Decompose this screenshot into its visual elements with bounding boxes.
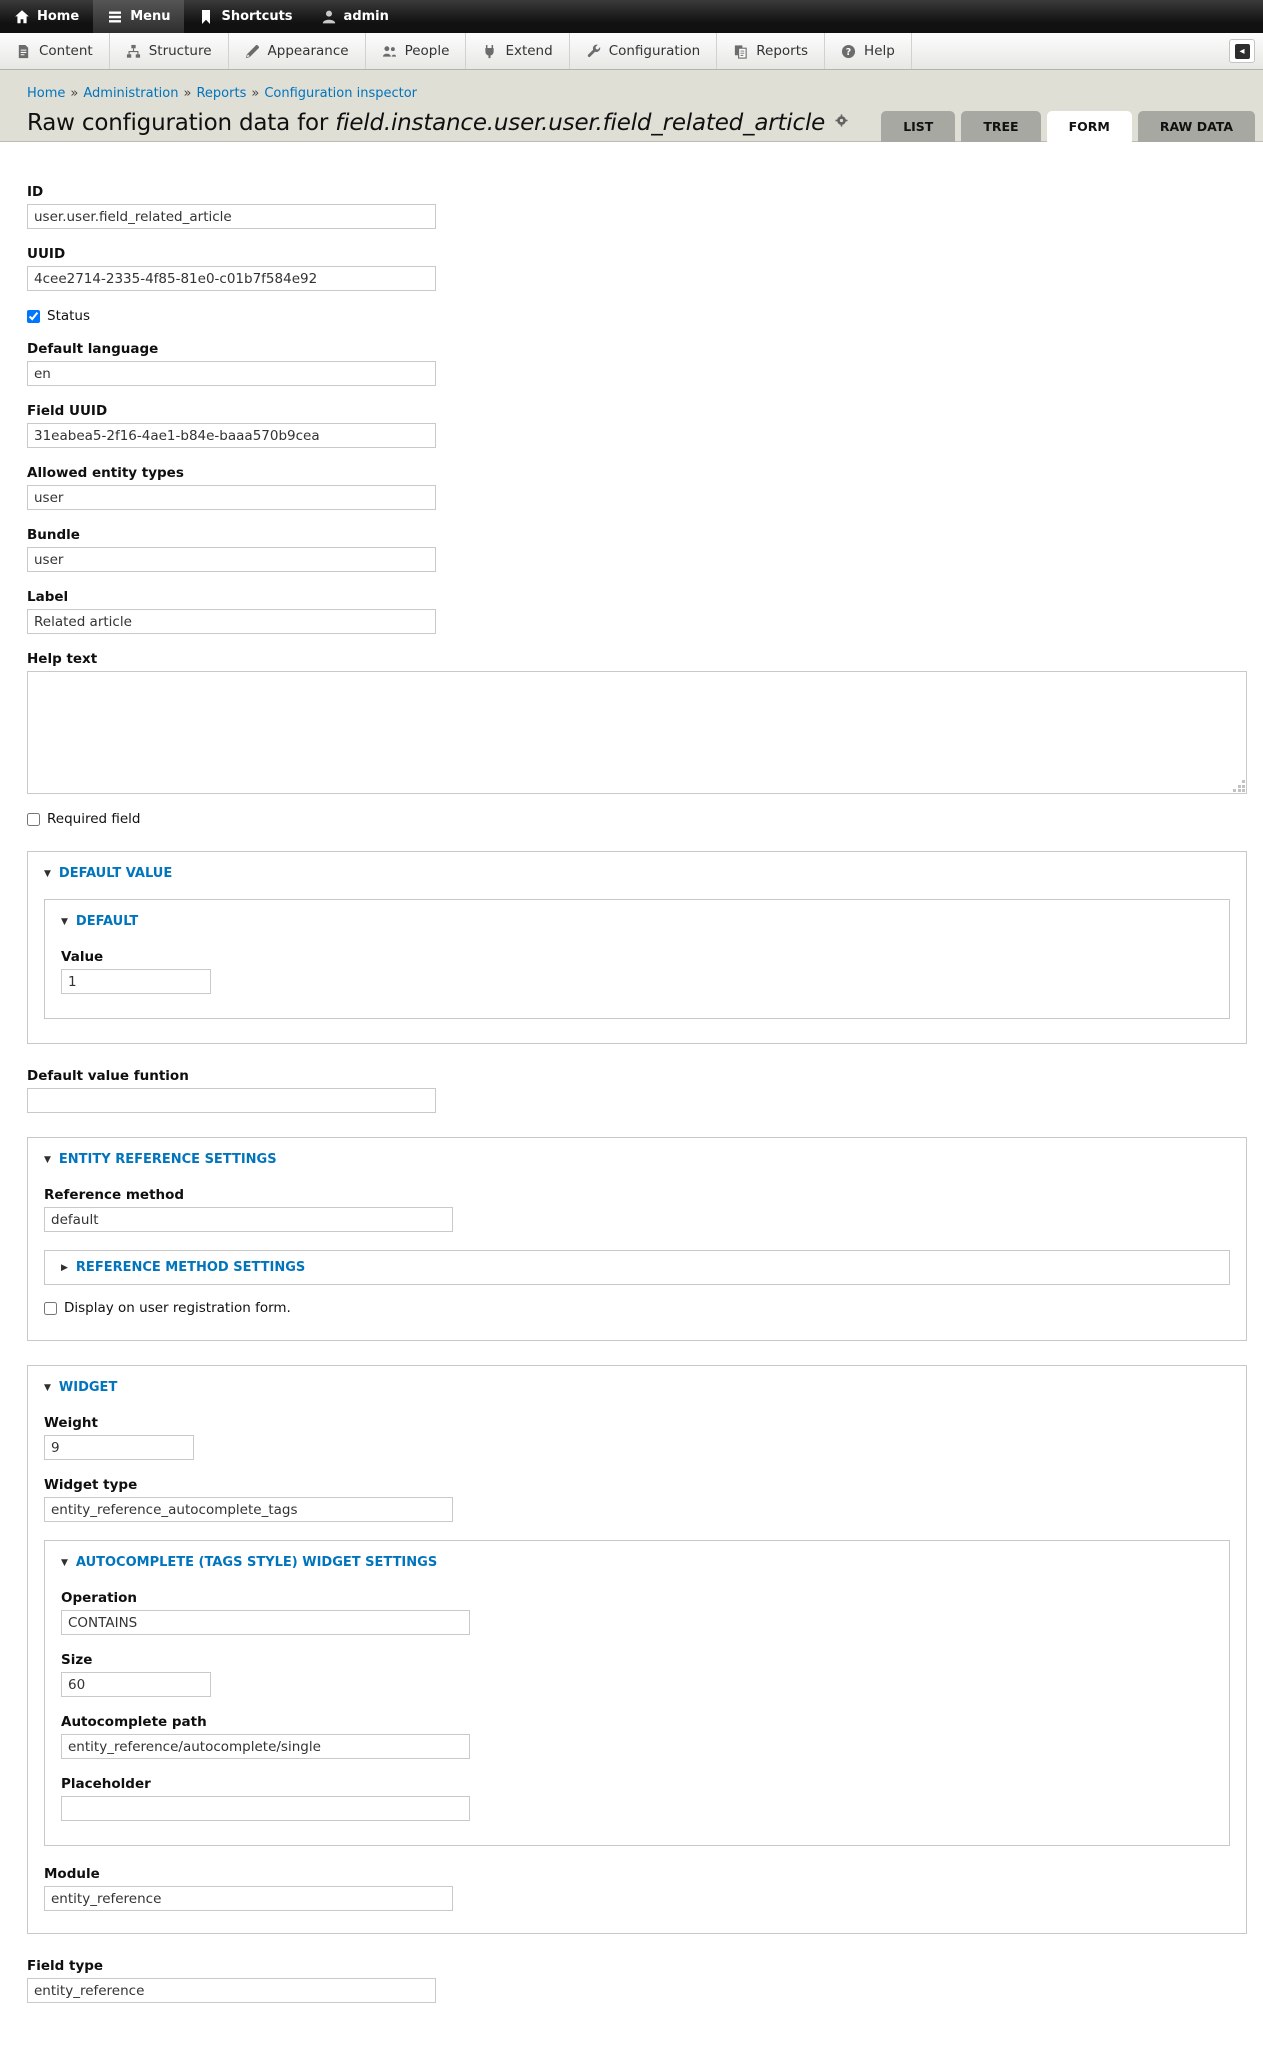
status-label: Status xyxy=(47,308,91,324)
display-on-registration-label: Display on user registration form. xyxy=(64,1300,291,1316)
autocomplete-widget-settings-legend[interactable] xyxy=(61,1555,1213,1570)
default-value-function-label: Default value funtion xyxy=(27,1068,189,1084)
display-on-registration-checkbox[interactable] xyxy=(44,1302,57,1315)
field-allowed-entity-types xyxy=(27,465,1247,510)
field-default-language xyxy=(27,341,1247,386)
admin-menu-bar xyxy=(0,33,1263,70)
field-placeholder xyxy=(61,1776,1213,1821)
module-input[interactable] xyxy=(44,1886,453,1911)
collapse-arrow-icon: ▼ xyxy=(61,916,68,927)
breadcrumb-separator: » xyxy=(183,86,192,101)
shortcuts-icon xyxy=(198,9,214,25)
field-bundle xyxy=(27,527,1247,572)
widget-type-input[interactable] xyxy=(44,1497,453,1522)
reference-method-label: Reference method xyxy=(44,1187,185,1203)
autocomplete-widget-settings-fieldset xyxy=(44,1540,1230,1846)
help-icon xyxy=(841,44,856,59)
adminbar-item-structure[interactable] xyxy=(110,33,229,69)
adminbar-item-reports[interactable] xyxy=(717,33,825,69)
id-label: ID xyxy=(27,184,44,200)
label-input[interactable] xyxy=(27,609,436,634)
adminbar-label: Appearance xyxy=(267,43,349,59)
collapse-arrow-icon: ▶ xyxy=(61,1262,68,1273)
field-field-uuid xyxy=(27,403,1247,448)
adminbar-item-configuration[interactable] xyxy=(570,33,718,69)
page-title-config-name: field.instance.user.user.field_related_article xyxy=(335,109,826,136)
bundle-label: Bundle xyxy=(27,527,80,543)
adminbar-item-help[interactable] xyxy=(825,33,912,69)
tab-list[interactable]: LIST xyxy=(881,111,955,142)
toolbar-item-home[interactable] xyxy=(0,0,93,33)
structure-icon xyxy=(126,44,141,59)
admin-toolbar xyxy=(0,0,1263,33)
config-form xyxy=(0,142,1263,2046)
value-label: Value xyxy=(61,949,104,965)
field-autocomplete-path xyxy=(61,1714,1213,1759)
widget-fieldset xyxy=(27,1365,1247,1934)
breadcrumb-link-home[interactable]: Home xyxy=(27,86,66,101)
field-label xyxy=(27,589,1247,634)
breadcrumb xyxy=(0,86,1263,101)
entity-reference-settings-fieldset xyxy=(27,1137,1247,1341)
extend-icon xyxy=(482,44,497,59)
status-checkbox[interactable] xyxy=(27,310,40,323)
adminbar-item-extend[interactable] xyxy=(466,33,569,69)
reference-method-input[interactable] xyxy=(44,1207,453,1232)
widget-legend[interactable] xyxy=(44,1380,1230,1395)
placeholder-input[interactable] xyxy=(61,1796,470,1821)
appearance-icon xyxy=(245,44,260,59)
help-text-textarea[interactable] xyxy=(27,671,1247,794)
field-operation xyxy=(61,1590,1213,1635)
field-widget-type xyxy=(44,1477,1230,1522)
field-id xyxy=(27,184,1247,229)
adminbar-item-people[interactable] xyxy=(366,33,467,69)
adminbar-label: Extend xyxy=(505,43,553,59)
module-label: Module xyxy=(44,1866,100,1882)
field-module xyxy=(44,1866,1230,1911)
default-value-legend[interactable] xyxy=(44,866,1230,881)
weight-label: Weight xyxy=(44,1415,98,1431)
field-uuid-label: Field UUID xyxy=(27,403,108,419)
breadcrumb-link-administration[interactable]: Administration xyxy=(83,86,179,101)
breadcrumb-link-configuration-inspector[interactable]: Configuration inspector xyxy=(264,86,418,101)
legend-text: DEFAULT VALUE xyxy=(58,866,173,881)
entity-reference-settings-legend[interactable] xyxy=(44,1152,1230,1167)
required-field-checkbox[interactable] xyxy=(27,813,40,826)
legend-text: REFERENCE METHOD SETTINGS xyxy=(75,1260,306,1275)
uuid-input[interactable] xyxy=(27,266,436,291)
adminbar-label: Structure xyxy=(148,43,212,59)
toolbar-item-admin[interactable] xyxy=(307,0,403,33)
reference-method-settings-fieldset xyxy=(44,1250,1230,1285)
people-icon xyxy=(382,44,397,59)
operation-input[interactable] xyxy=(61,1610,470,1635)
size-input[interactable] xyxy=(61,1672,211,1697)
toolbar-label: Home xyxy=(37,9,80,24)
size-label: Size xyxy=(61,1652,93,1668)
toolbar-label: Menu xyxy=(130,9,171,24)
adminbar-label: People xyxy=(404,43,450,59)
toolbar-orientation-toggle-button[interactable] xyxy=(1229,39,1255,63)
page-header xyxy=(0,70,1263,142)
field-required xyxy=(27,811,1247,827)
home-icon xyxy=(14,9,30,25)
content-icon xyxy=(16,44,31,59)
toolbar-label: admin xyxy=(343,9,389,24)
toolbar-item-shortcuts[interactable] xyxy=(184,0,306,33)
reference-method-settings-legend[interactable] xyxy=(61,1260,1213,1275)
value-input[interactable] xyxy=(61,969,211,994)
placeholder-label: Placeholder xyxy=(61,1776,151,1792)
adminbar-label: Reports xyxy=(756,43,809,59)
field-type-label: Field type xyxy=(27,1958,104,1974)
user-icon xyxy=(321,9,337,25)
field-type-input[interactable] xyxy=(27,1978,436,2003)
adminbar-label: Configuration xyxy=(608,43,701,59)
field-size xyxy=(61,1652,1213,1697)
svg-text:?: ? xyxy=(845,46,852,58)
default-fieldset xyxy=(44,899,1230,1019)
default-legend[interactable] xyxy=(61,914,1213,929)
field-display-on-registration xyxy=(44,1300,1230,1316)
field-field-type xyxy=(27,1958,1247,2003)
collapse-arrow-icon: ▼ xyxy=(61,1557,68,1568)
page-title-prefix: Raw configuration data for xyxy=(27,109,336,136)
weight-input[interactable] xyxy=(44,1435,194,1460)
page-title xyxy=(27,110,825,136)
allowed-entity-types-input[interactable] xyxy=(27,485,436,510)
adminbar-item-content[interactable] xyxy=(0,33,110,69)
adminbar-label: Help xyxy=(864,43,895,59)
uuid-label: UUID xyxy=(27,246,66,262)
breadcrumb-separator: » xyxy=(70,86,79,101)
breadcrumb-link-reports[interactable]: Reports xyxy=(196,86,247,101)
field-default-value-function xyxy=(27,1068,1247,1113)
field-reference-method xyxy=(44,1187,1230,1232)
orientation-toggle-icon: ◂ xyxy=(1235,44,1250,59)
tab-form[interactable]: FORM xyxy=(1047,111,1132,142)
default-value-function-input[interactable] xyxy=(27,1088,436,1113)
default-language-input[interactable] xyxy=(27,361,436,386)
field-default-value xyxy=(61,949,1213,994)
tab-tree[interactable]: TREE xyxy=(961,111,1040,142)
field-status xyxy=(27,308,1247,324)
bundle-input[interactable] xyxy=(27,547,436,572)
breadcrumb-separator: » xyxy=(251,86,260,101)
autocomplete-path-input[interactable] xyxy=(61,1734,470,1759)
default-language-label: Default language xyxy=(27,341,159,357)
collapse-arrow-icon: ▼ xyxy=(44,1154,51,1165)
toolbar-label: Shortcuts xyxy=(221,9,293,24)
label-label: Label xyxy=(27,589,69,605)
legend-text: ENTITY REFERENCE SETTINGS xyxy=(58,1152,277,1167)
field-uuid-input[interactable] xyxy=(27,423,436,448)
required-field-label: Required field xyxy=(47,811,141,827)
legend-text: DEFAULT xyxy=(75,914,139,929)
field-help-text xyxy=(27,651,1247,794)
autocomplete-path-label: Autocomplete path xyxy=(61,1714,207,1730)
widget-type-label: Widget type xyxy=(44,1477,138,1493)
help-text-label: Help text xyxy=(27,651,98,667)
id-input[interactable] xyxy=(27,204,436,229)
resize-grip-icon[interactable] xyxy=(1233,780,1245,792)
gear-icon[interactable] xyxy=(835,114,848,131)
operation-label: Operation xyxy=(61,1590,138,1606)
legend-text: WIDGET xyxy=(58,1380,118,1395)
adminbar-label: Content xyxy=(39,43,93,59)
toolbar-item-menu[interactable] xyxy=(93,0,184,33)
field-weight xyxy=(44,1415,1230,1460)
collapse-arrow-icon: ▼ xyxy=(44,1382,51,1393)
collapse-arrow-icon: ▼ xyxy=(44,868,51,879)
legend-text: AUTOCOMPLETE (TAGS STYLE) WIDGET SETTINGS xyxy=(75,1555,438,1570)
default-value-fieldset xyxy=(27,851,1247,1044)
menu-icon xyxy=(107,9,123,25)
allowed-entity-types-label: Allowed entity types xyxy=(27,465,184,481)
field-uuid xyxy=(27,246,1247,291)
reports-icon xyxy=(733,44,748,59)
adminbar-item-appearance[interactable] xyxy=(229,33,366,69)
configuration-icon xyxy=(586,44,601,59)
tab-raw-data[interactable]: RAW DATA xyxy=(1138,111,1255,142)
